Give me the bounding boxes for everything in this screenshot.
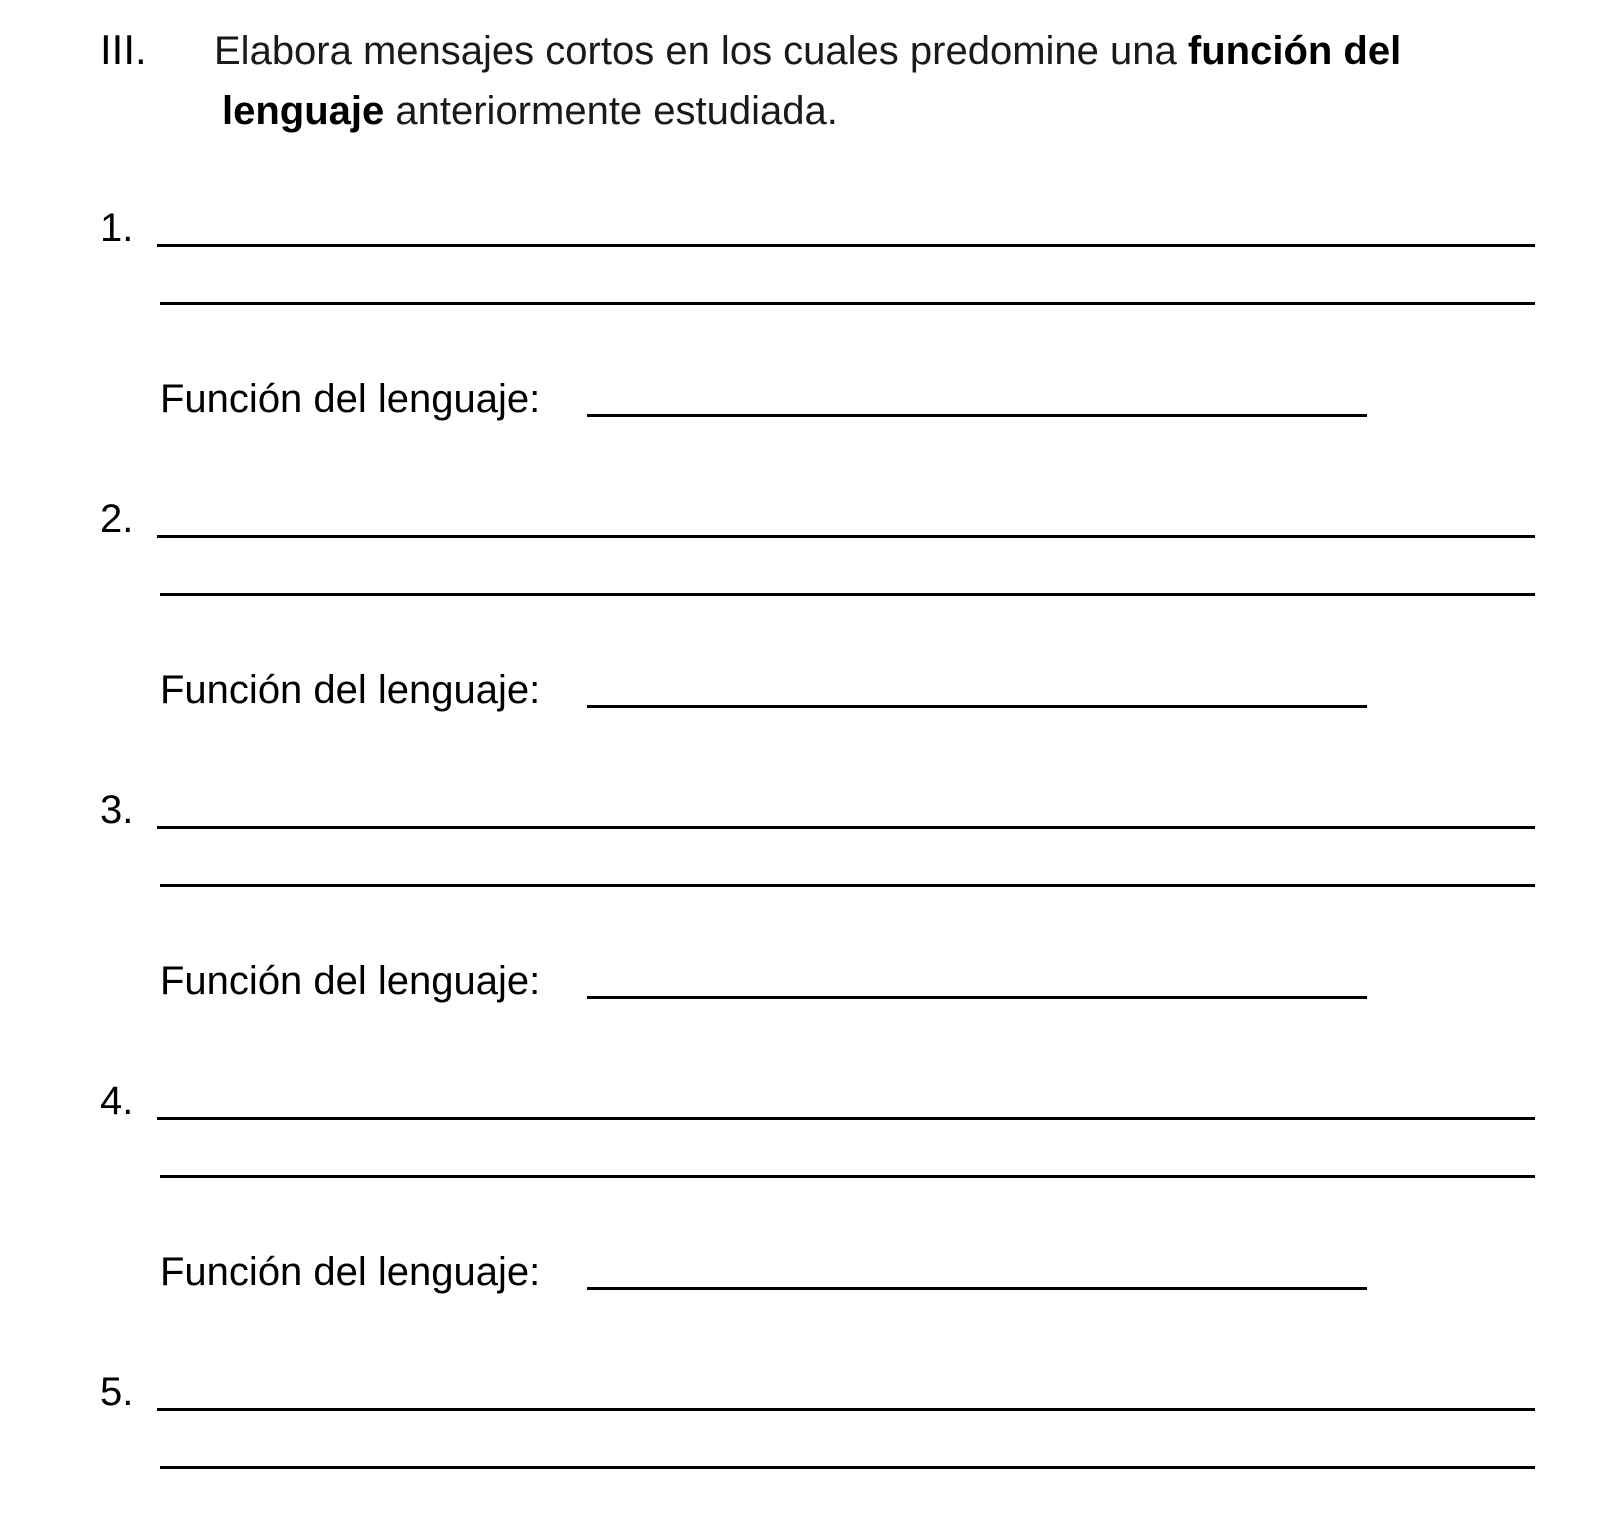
exercise-item-4 <box>0 1079 1617 1359</box>
answer-line-1[interactable] <box>157 1408 1535 1411</box>
answer-line-2[interactable] <box>160 302 1535 305</box>
exercise-item-1 <box>0 206 1617 486</box>
answer-line-2[interactable] <box>160 593 1535 596</box>
instruction-bold-text: lenguaje <box>222 89 385 133</box>
instruction-bold-text: función del <box>1187 29 1402 73</box>
item-number: 3. <box>100 788 134 832</box>
exercise-item-2 <box>0 497 1617 777</box>
exercise-item-3 <box>0 788 1617 1068</box>
function-answer-line[interactable] <box>587 414 1367 417</box>
instruction-text: anteriormente estudiada. <box>384 89 838 133</box>
item-number: 5. <box>100 1370 134 1414</box>
item-number: 2. <box>100 497 134 541</box>
function-answer-line[interactable] <box>587 996 1367 999</box>
instruction-line-2 <box>222 86 838 136</box>
item-number: 1. <box>100 206 134 250</box>
section-numeral: III. <box>100 26 147 73</box>
answer-line-1[interactable] <box>157 535 1535 538</box>
function-label: Función del lenguaje: <box>160 377 541 421</box>
function-label: Función del lenguaje: <box>160 668 541 712</box>
answer-line-2[interactable] <box>160 1175 1535 1178</box>
answer-line-2[interactable] <box>160 1466 1535 1469</box>
instruction-line-1 <box>214 26 1401 76</box>
answer-line-1[interactable] <box>157 826 1535 829</box>
instruction-text: Elabora mensajes cortos en los cuales predomine una <box>214 29 1188 73</box>
function-label: Función del lenguaje: <box>160 1250 541 1294</box>
function-label: Función del lenguaje: <box>160 959 541 1003</box>
answer-line-1[interactable] <box>157 244 1535 247</box>
function-answer-line[interactable] <box>587 705 1367 708</box>
answer-line-1[interactable] <box>157 1117 1535 1120</box>
item-number: 4. <box>100 1079 134 1123</box>
exercise-item-5 <box>0 1370 1617 1490</box>
answer-line-2[interactable] <box>160 884 1535 887</box>
function-answer-line[interactable] <box>587 1287 1367 1290</box>
